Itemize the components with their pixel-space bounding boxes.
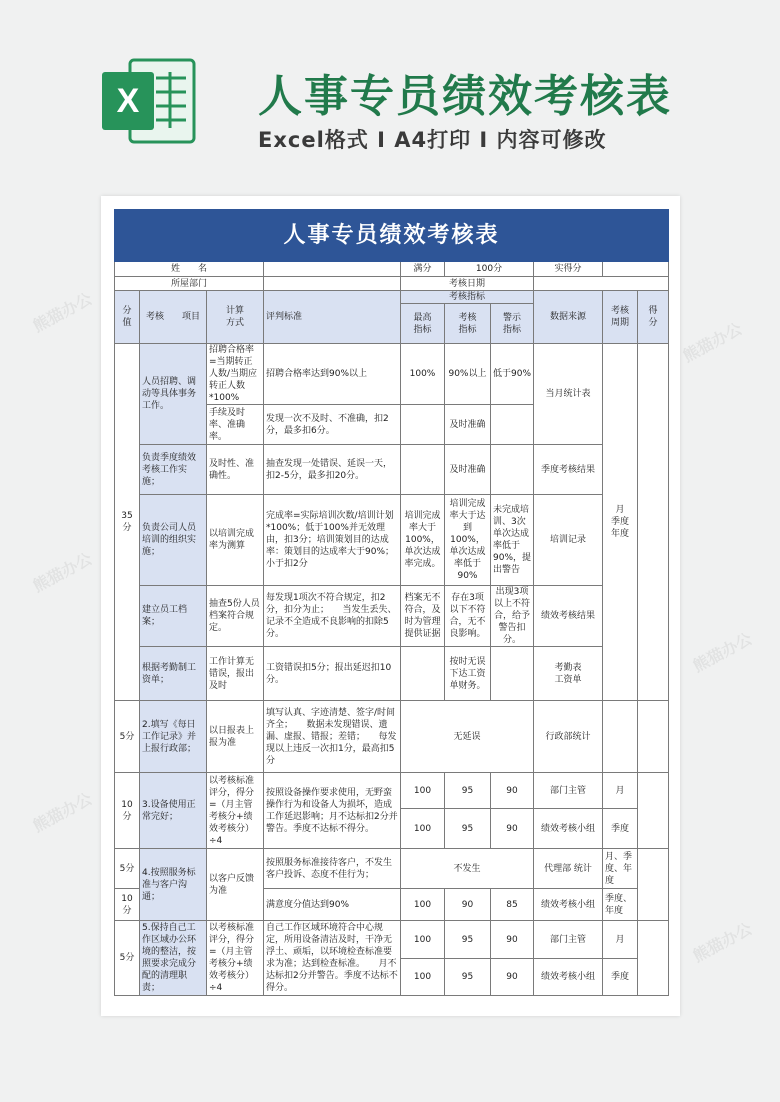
score-cell: 5分 [115, 701, 140, 773]
assess-cell: 培训完成率大于达到100%，单次达成率低于90% [445, 495, 491, 586]
criteria-cell: 按照设备操作要求使用，无野蛮操作行为和设备人为损坏，造成工作延迟影响；月不达标扣2分并警告。季度不达标不得分。 [264, 773, 401, 849]
calc-cell: 以培训完成率为测算 [207, 495, 264, 586]
source-cell: 部门主管 [534, 921, 603, 959]
got-cell[interactable] [638, 701, 669, 773]
date-label: 考核日期 [401, 277, 534, 291]
got-cell[interactable] [638, 773, 669, 849]
criteria-cell: 工资错误扣5分；报出延迟扣10分。 [264, 647, 401, 701]
sheet-title: 人事专员绩效考核表 [115, 210, 669, 262]
got-cell[interactable] [638, 849, 669, 921]
score-cell: 5分 [115, 921, 140, 996]
calc-cell: 手续及时率、准确率。 [207, 405, 264, 445]
calc-cell: 以考核标准评分，得分=（月主管考核分+绩效考核分）÷4 [207, 921, 264, 996]
name-label: 姓 名 [115, 262, 264, 277]
calc-cell: 招聘合格率=当期转正人数/当期应转正人数*100% [207, 344, 264, 405]
max-cell: 培训完成率大于100%，单次达成率完成。 [401, 495, 445, 586]
warn-cell: 低于90% [491, 344, 534, 405]
page-subtitle: Excel格式 I A4打印 I 内容可修改 [258, 128, 607, 152]
warn-cell: 90 [491, 773, 534, 809]
period-cell: 月 [603, 773, 638, 809]
item-cell: 3.设备使用正常完好； [140, 773, 207, 849]
page-title: 人事专员绩效考核表 [258, 71, 672, 122]
item-cell: 5.保持自己工作区域办公环境的整洁，按照要求完成分配的清理职责； [140, 921, 207, 996]
criteria-cell: 完成率=实际培训次数/培训计划*100%；低于100%并无效理由，扣3分；培训策划目的达成率：策划目的达成率大于90%；小于扣2分 [264, 495, 401, 586]
assess-cell: 95 [445, 921, 491, 959]
calc-cell: 以日报表上报为准 [207, 701, 264, 773]
source-cell: 当月统计表 [534, 344, 603, 445]
got-cell[interactable] [638, 344, 669, 701]
header-max: 最高 指标 [401, 304, 445, 344]
criteria-cell: 按照服务标准接待客户，不发生客户投诉、态度不佳行为； [264, 849, 401, 889]
warn-cell: 90 [491, 959, 534, 996]
assessment-table [114, 209, 669, 996]
header-source: 数据来源 [534, 291, 603, 344]
score-cell: 35分 [115, 344, 140, 701]
criteria-cell: 自己工作区域环境符合中心规定，所用设备清洁及时，干净无浮土、顽垢，以环境检查标准要求为准；达到检查标准。 月不达标扣2分并警告。季度不达标不得分。 [264, 921, 401, 996]
source-cell: 绩效考核结果 [534, 586, 603, 647]
actual-score-value[interactable] [603, 262, 669, 277]
assess-cell: 按时无误下达工资单财务。 [445, 647, 491, 701]
criteria-cell: 每发现1项次不符合规定，扣2分，扣分为止； 当发生丢失、记录不全造成不良影响的扣除5分。 [264, 586, 401, 647]
assess-cell: 95 [445, 809, 491, 849]
assess-cell: 95 [445, 959, 491, 996]
calc-cell: 及时性、准确性。 [207, 445, 264, 495]
item-cell: 4.按照服务标准与客户沟通； [140, 849, 207, 921]
header-criteria: 评判标准 [264, 291, 401, 344]
item-cell: 负责季度绩效考核工作实施； [140, 445, 207, 495]
calc-cell: 以客户反馈为准 [207, 849, 264, 921]
dept-value[interactable] [264, 277, 401, 291]
period-cell: 季度 [603, 959, 638, 996]
source-cell: 培训记录 [534, 495, 603, 586]
item-cell: 负责公司人员培训的组织实施； [140, 495, 207, 586]
excel-logo-icon [100, 54, 200, 148]
period-cell: 季度、年度 [603, 889, 638, 921]
name-value[interactable] [264, 262, 401, 277]
actual-score-label: 实得分 [534, 262, 603, 277]
max-cell: 100 [401, 921, 445, 959]
warn-cell: 90 [491, 921, 534, 959]
assess-cell: 不发生 [401, 849, 534, 889]
assess-cell: 无延误 [401, 701, 534, 773]
source-cell: 季度考核结果 [534, 445, 603, 495]
header-calc: 计算 方式 [207, 291, 264, 344]
warn-cell: 未完成培训、3次单次达成率低于90%，提出警告 [491, 495, 534, 586]
source-cell: 绩效考核小组 [534, 809, 603, 849]
header-period: 考核 周期 [603, 291, 638, 344]
period-cell: 季度 [603, 809, 638, 849]
max-cell: 100% [401, 344, 445, 405]
header-score: 分 值 [115, 291, 140, 344]
period-cell: 月 季度 年度 [603, 344, 638, 701]
period-cell: 月 [603, 921, 638, 959]
source-cell: 部门主管 [534, 773, 603, 809]
max-cell: 100 [401, 959, 445, 996]
criteria-cell: 发现一次不及时、不准确，扣2分，最多扣6分。 [264, 405, 401, 445]
period-cell: 月、季度、年度 [603, 849, 638, 889]
source-cell: 行政部统计 [534, 701, 603, 773]
criteria-cell: 招聘合格率达到90%以上 [264, 344, 401, 405]
assess-cell: 及时准确 [445, 405, 491, 445]
calc-cell: 以考核标准评分，得分=（月主管考核分+绩效考核分）÷4 [207, 773, 264, 849]
assess-cell: 及时准确 [445, 445, 491, 495]
item-cell: 建立员工档案； [140, 586, 207, 647]
item-cell: 2.填写《每日工作记录》并上报行政部； [140, 701, 207, 773]
score-cell: 10分 [115, 773, 140, 849]
criteria-cell: 填写认真、字迹清楚、签字/时间齐全； 数据未发现错误、遗漏、虚报、错报；差错； 每发现以上违反一次扣1分，最高扣5分 [264, 701, 401, 773]
source-cell: 绩效考核小组 [534, 959, 603, 996]
item-cell: 根据考勤制工资单； [140, 647, 207, 701]
max-cell: 100 [401, 809, 445, 849]
calc-cell: 抽查5份人员档案符合规定。 [207, 586, 264, 647]
header-indicators: 考核指标 [401, 291, 534, 304]
full-score-value: 100分 [445, 262, 534, 277]
max-cell: 档案无不符合，及时为管理提供证据 [401, 586, 445, 647]
source-cell: 代理部 统计 [534, 849, 603, 889]
warn-cell: 90 [491, 809, 534, 849]
date-value[interactable] [534, 277, 669, 291]
warn-cell: 出现3项以上不符合，给予警告扣分。 [491, 586, 534, 647]
svg-text:X: X [116, 82, 140, 120]
full-score-label: 满分 [401, 262, 445, 277]
assess-cell: 95 [445, 773, 491, 809]
source-cell: 绩效考核小组 [534, 889, 603, 921]
calc-cell: 工作计算无错误，报出及时 [207, 647, 264, 701]
max-cell: 100 [401, 889, 445, 921]
header-warn: 警示 指标 [491, 304, 534, 344]
max-cell: 100 [401, 773, 445, 809]
got-cell[interactable] [638, 921, 669, 996]
item-cell: 人员招聘、调动等具体事务工作。 [140, 344, 207, 445]
source-cell: 考勤表 工资单 [534, 647, 603, 701]
header-got: 得 分 [638, 291, 669, 344]
score-cell: 10分 [115, 889, 140, 921]
assess-cell: 90%以上 [445, 344, 491, 405]
header-item: 考核 项目 [140, 291, 207, 344]
criteria-cell: 抽查发现一处错误、延误一天，扣2-5分，最多扣20分。 [264, 445, 401, 495]
assess-cell: 存在3项以下不符合，无不良影响。 [445, 586, 491, 647]
warn-cell: 85 [491, 889, 534, 921]
assess-cell: 90 [445, 889, 491, 921]
score-cell: 5分 [115, 849, 140, 889]
dept-label: 所屋部门 [115, 277, 264, 291]
header-assess: 考核 指标 [445, 304, 491, 344]
criteria-cell: 满意度分值达到90% [264, 889, 401, 921]
